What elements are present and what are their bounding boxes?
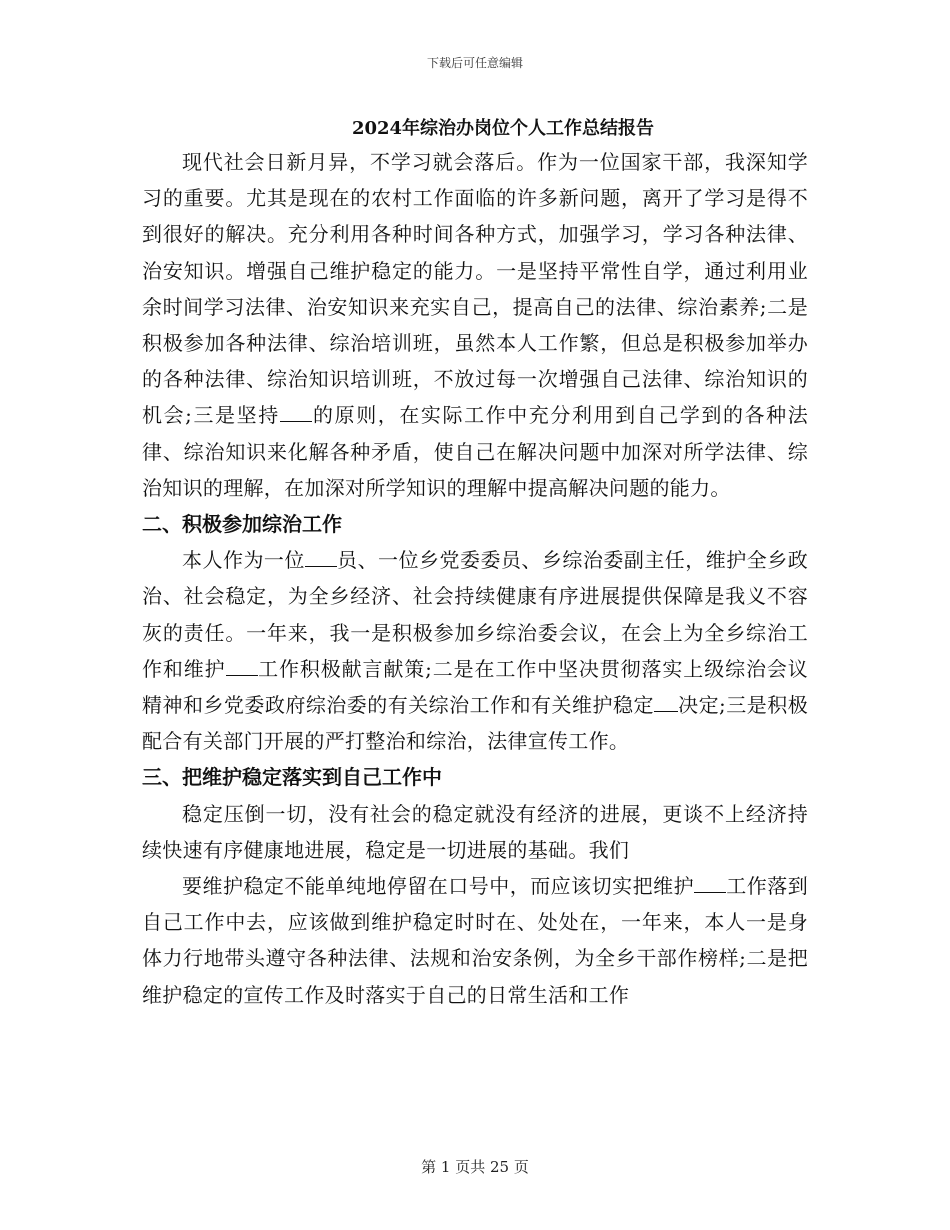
section-heading-2: 二、积极参加综治工作 (142, 512, 342, 537)
paragraph-text: 的原则，在实际工作中充分利用到自己学到的各种法律、综治知识来化解各种矛盾，使自己在解决问题中加深对所学法律、综治知识的理解，在加深对所学知识的理解中提高解决问题的能力。 (142, 403, 808, 500)
fill-in-blank (280, 401, 312, 422)
fill-in-blank (654, 691, 678, 712)
section-heading-3: 三、把维护稳定落实到自己工作中 (142, 765, 442, 790)
paragraph-text: 工作积极献言献策;二是在工作中坚决贯彻落实上级综治会议精神和乡党委政府综治委的有关综治工作和有关维护稳定 (142, 656, 809, 718)
paragraph-text: 员、一位乡党委委员、乡综治委副主任，维护全乡政治、社会稳定，为全乡经济、社会持续健康有序进展提供保障是我义不容灰的责任。一年来，我一是积极参加乡综治委会议，在会上为全乡综治工作和维护 (142, 548, 808, 681)
paragraph-stability: 稳定压倒一切，没有社会的稳定就没有经济的进展，更谈不上经济持续快速有序健康地进展，稳定是一切进展的基础。我们 (142, 801, 808, 862)
paragraph-text: 决定;三是积极配合有关部门开展的严打整治和综治，法律宣传工作。 (142, 693, 808, 754)
page-number: 第 1 页共 25 页 (421, 1158, 529, 1176)
paragraph-text: 现代社会日新月异，不学习就会落后。作为一位国家干部，我深知学习的重要。尤其是现在的农村工作面临的许多新问题，离开了学习是得不到很好的解决。充分利用各种时间各种方式，加强学习，学习各种法律、治安知识。增强自己维护稳定的能力。一是坚持平常性自学，通过利用业余时间学习法律、治安知识来充实自己，提高自己的法律、综治素养;二是积极参加各种法律、综治培训班，虽然本人工作繁，但总是积极参加举办的各种法律、综治知识培训班，不放过每一次增强自己法律、综治知识的机会;三是坚持 (142, 150, 808, 428)
paragraph-participation (142, 542, 808, 759)
fill-in-blank (305, 546, 337, 567)
paragraph-text: 工作落到自己工作中去，应该做到维护稳定时时在、处处在，一年来，本人一是身体力行地带头遵守各种法律、法规和治安条例，为全乡干部作榜样;二是把维护稳定的宣传工作及时落实于自己的日常生活和工作 (142, 874, 809, 1007)
paragraph-study (142, 144, 808, 506)
paragraph-text: 要维护稳定不能单纯地停留在口号中，而应该切实把维护 (182, 874, 695, 899)
page-header: 下载后可任意编辑 (426, 56, 523, 70)
paragraph-text: 本人作为一位 (182, 548, 305, 573)
document-title: 2024年综治办岗位个人工作总结报告 (351, 118, 655, 139)
paragraph-implementation (142, 868, 808, 1013)
document-body (142, 114, 808, 1013)
fill-in-blank (694, 872, 726, 893)
fill-in-blank (226, 655, 258, 676)
